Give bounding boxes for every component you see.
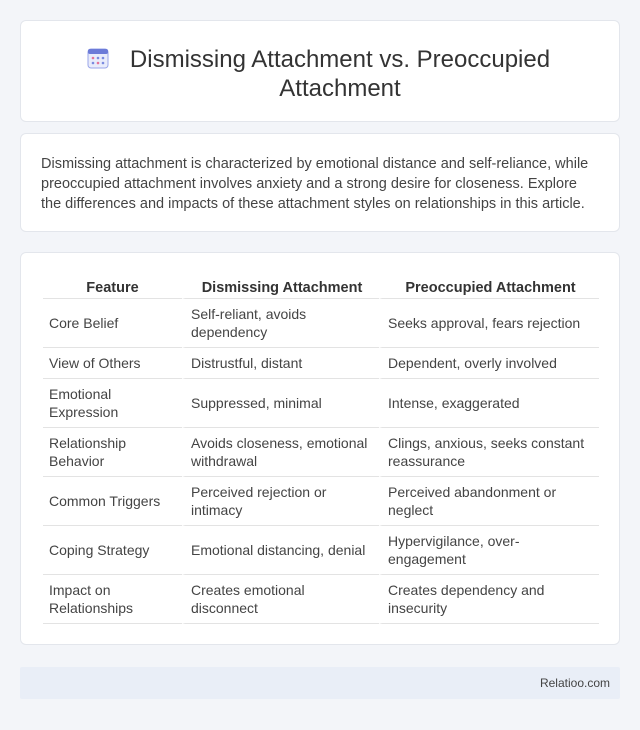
table-cell: Coping Strategy (43, 526, 182, 575)
table-cell: Suppressed, minimal (182, 379, 379, 428)
header-preoccupied: Preoccupied Attachment (379, 275, 599, 299)
table-cell: Emotional distancing, denial (182, 526, 379, 575)
table-row (43, 379, 599, 428)
table-cell: Clings, anxious, seeks constant reassurance (379, 428, 599, 477)
table-cell: Dependent, overly involved (379, 348, 599, 379)
table-cell: Relationship Behavior (43, 428, 182, 477)
title-card (20, 20, 620, 122)
table-cell: Hypervigilance, over-engagement (379, 526, 599, 575)
table-cell: Self-reliant, avoids dependency (182, 299, 379, 348)
table-cell: Perceived abandonment or neglect (379, 477, 599, 526)
footer (20, 667, 620, 699)
table-cell: Core Belief (43, 299, 182, 348)
table-cell: Creates dependency and insecurity (379, 575, 599, 624)
table-cell: Emotional Expression (43, 379, 182, 428)
table-row (43, 477, 599, 526)
table-cell: Intense, exaggerated (379, 379, 599, 428)
comparison-table (43, 275, 599, 624)
header-feature: Feature (43, 275, 182, 299)
table-cell: Creates emotional disconnect (182, 575, 379, 624)
page-title: Dismissing Attachment vs. Preoccupied Attachment (129, 46, 551, 102)
table-cell: Seeks approval, fears rejection (379, 299, 599, 348)
comparison-table-card (20, 252, 620, 645)
table-cell: Perceived rejection or intimacy (182, 477, 379, 526)
table-row (43, 348, 599, 379)
intro-card (20, 133, 620, 232)
table-row (43, 428, 599, 477)
table-cell: Avoids closeness, emotional withdrawal (182, 428, 379, 477)
table-cell: Distrustful, distant (182, 348, 379, 379)
table-row (43, 575, 599, 624)
table-cell: View of Others (43, 348, 182, 379)
table-row (43, 526, 599, 575)
header-dismissing: Dismissing Attachment (182, 275, 379, 299)
intro-text: Dismissing attachment is characterized by emotional distance and self-reliance, while preoccupied attachment involves anxiety and a strong desire for closeness. Explore the differences and impacts of these attachment styles on relationships in this article. (41, 156, 589, 212)
table-row (43, 299, 599, 348)
table-header-row (43, 275, 599, 299)
table-cell: Impact on Relationships (43, 575, 182, 624)
table-cell: Common Triggers (43, 477, 182, 526)
footer-site-name: Relatioo.com (539, 676, 610, 690)
